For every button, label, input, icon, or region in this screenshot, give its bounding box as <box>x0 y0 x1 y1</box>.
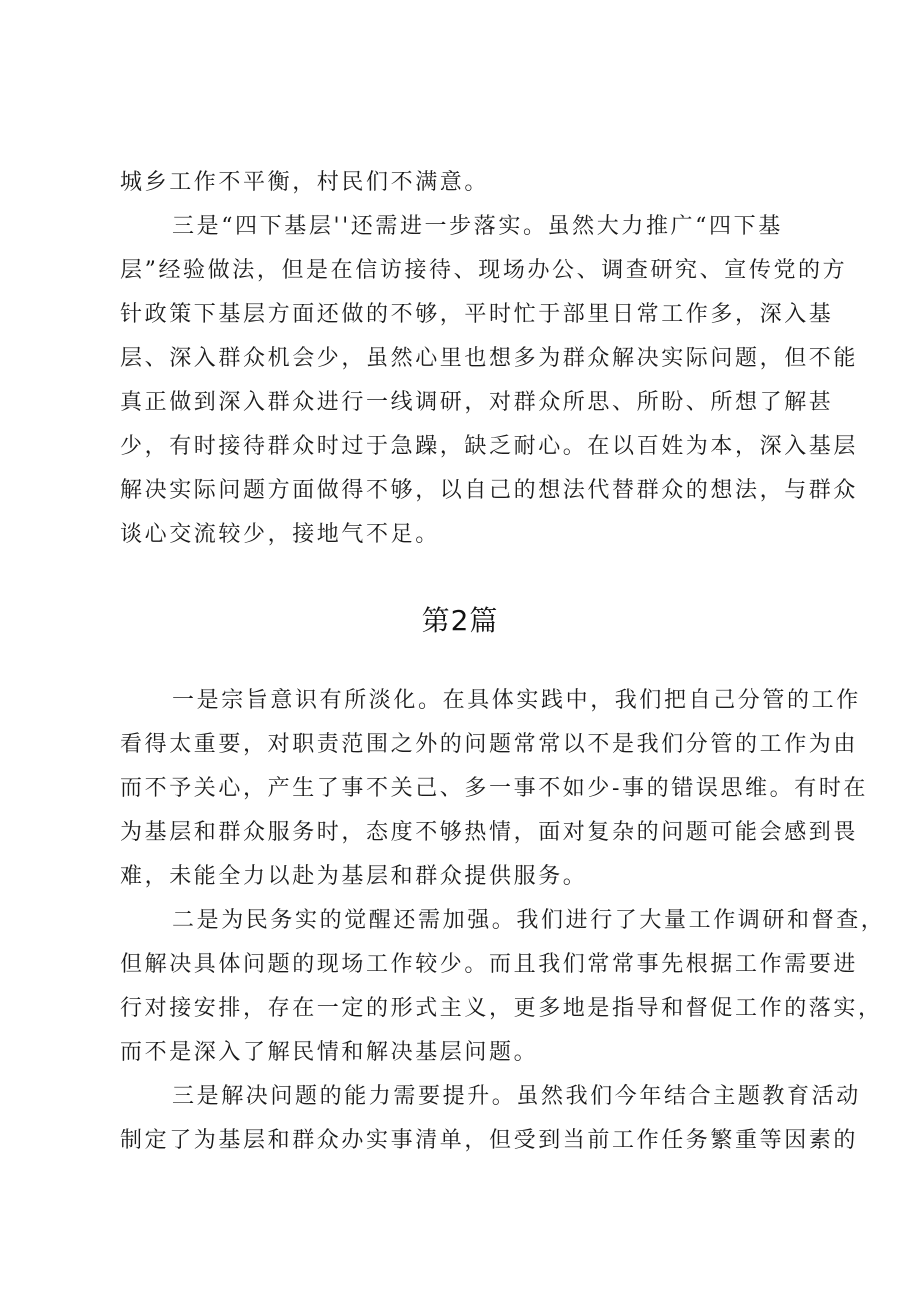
paragraph-line: 针政策下基层方面还做的不够，平时忙于部里日常工作多，深入基 <box>120 302 834 327</box>
paragraph-line: 少，有时接待群众时过于急躁，缺乏耐心。在以百姓为本，深入基层 <box>120 434 859 459</box>
paragraph-line: 难，未能全力以赴为基层和群众提供服务。 <box>120 864 588 889</box>
paragraph-line: 但解决具体问题的现场工作较少。而且我们常常事先根据工作需要进 <box>120 952 859 977</box>
section-heading: 第2篇 <box>421 604 499 637</box>
paragraph-line: 三是“四下基层''还需进一步落实。虽然大力推广“四下基 <box>172 214 783 239</box>
paragraph-line: 制定了为基层和群众办实事清单，但受到当前工作任务繁重等因素的 <box>120 1128 859 1153</box>
paragraph-line: 为基层和群众服务时，态度不够热情，面对复杂的问题可能会感到畏 <box>120 820 859 845</box>
paragraph-line: 二是为民务实的觉醒还需加强。我们进行了大量工作调研和督查， <box>172 908 886 933</box>
paragraph-line: 行对接安排，存在一定的形式主义，更多地是指导和督促工作的落实， <box>120 996 883 1021</box>
paragraph-line: 而不是深入了解民情和解决基层问题。 <box>120 1040 539 1065</box>
paragraph-line: 城乡工作不平衡，村民们不满意。 <box>120 170 490 195</box>
paragraph-line: 而不予关心，产生了事不关己、多一事不如少-事的错误思维。有时在 <box>120 776 869 801</box>
paragraph-line: 一是宗旨意识有所淡化。在具体实践中，我们把自己分管的工作 <box>172 688 861 713</box>
paragraph-line: 层”经验做法，但是在信访接待、现场办公、调查研究、宣传党的方 <box>120 258 848 283</box>
paragraph-line: 真正做到深入群众进行一线调研，对群众所思、所盼、所想了解甚 <box>120 390 834 415</box>
paragraph-line: 解决实际问题方面做得不够，以自己的想法代替群众的想法，与群众 <box>120 478 859 503</box>
paragraph-line: 层、深入群众机会少，虽然心里也想多为群众解决实际问题，但不能 <box>120 346 859 371</box>
paragraph-line: 谈心交流较少，接地气不足。 <box>120 522 440 547</box>
paragraph-line: 看得太重要，对职责范围之外的问题常常以不是我们分管的工作为由 <box>120 732 859 757</box>
paragraph-line: 三是解决问题的能力需要提升。虽然我们今年结合主题教育活动 <box>172 1084 861 1109</box>
